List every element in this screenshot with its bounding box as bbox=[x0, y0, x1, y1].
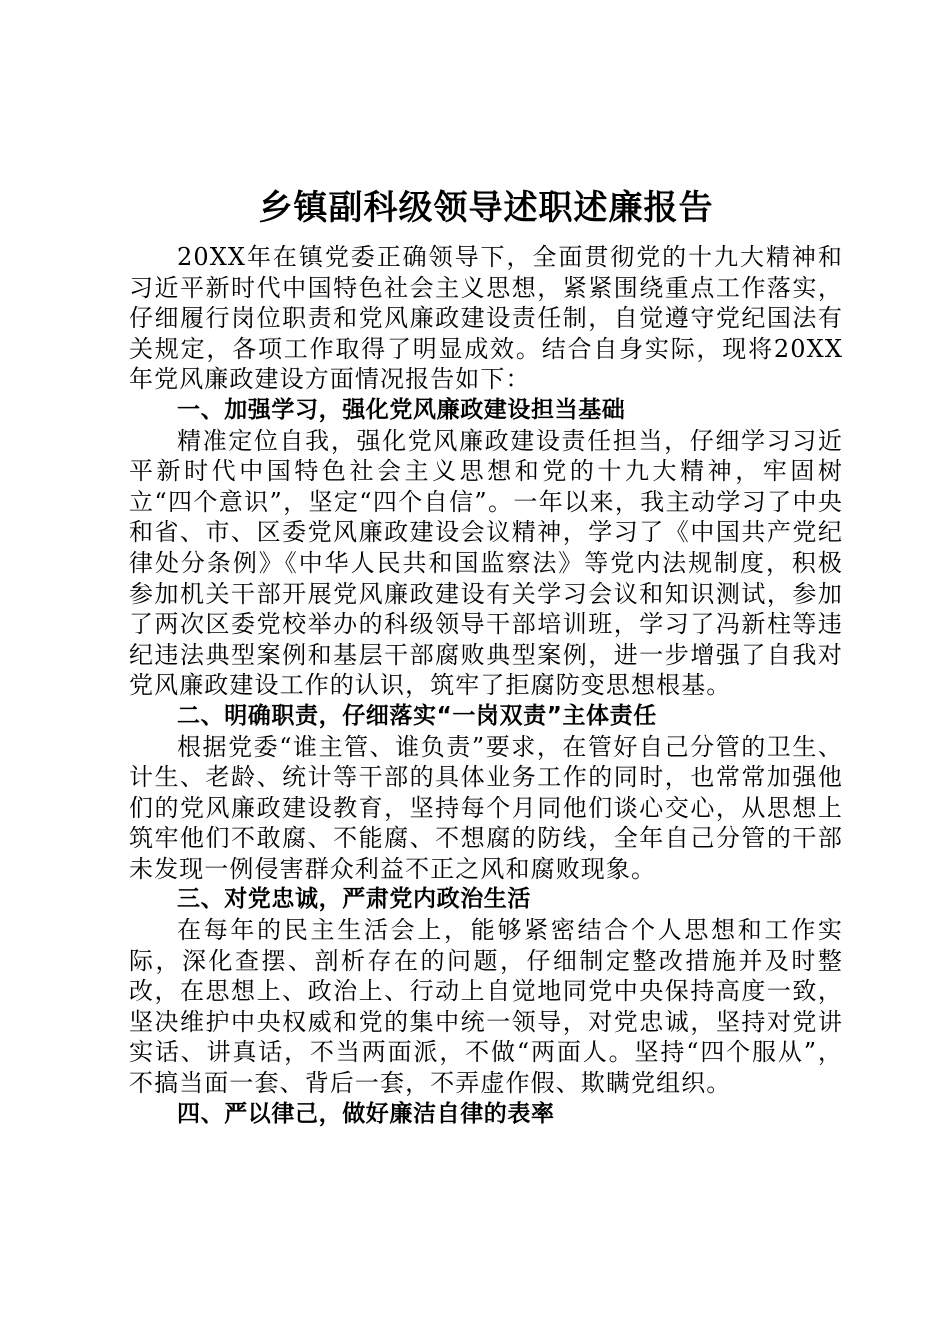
section-3-heading: 三、对党忠诚，严肃党内政治生活 bbox=[177, 886, 531, 913]
document-title: 乡镇副科级领导述职述廉报告 bbox=[258, 188, 714, 228]
section-2-body: 根据党委“谁主管、谁负责”要求，在管好自己分管的卫生、计生、老龄、统计等干部的具体业务工作的同时，也常常加强他们的党风廉政建设教育，坚持每个月同他们谈心交心，从思想上筑牢他们不敢腐、不能腐、不想腐的防线，全年自己分管的干部未发现一例侵害群众利益不正之风和腐败现象。 bbox=[129, 732, 843, 883]
section-1-heading: 一、加强学习，强化党风廉政建设担当基础 bbox=[177, 396, 626, 423]
document-page bbox=[129, 180, 843, 1129]
section-1-body: 精准定位自我，强化党风廉政建设责任担当，仔细学习习近平新时代中国特色社会主义思想和党的十九大精神，牢固树立“四个意识”，坚定“四个自信”。一年以来，我主动学习了中央和省、市、区委党风廉政建设会议精神，学习了《中国共产党纪律处分条例》《中华人民共和国监察法》等党内法规制度，积极参加机关干部开展党风廉政建设有关学习会议和知识测试，参加了两次区委党校举办的科级领导干部培训班，学习了冯新柱等违纪违法典型案例和基层干部腐败典型案例，进一步增强了自我对党风廉政建设工作的认识，筑牢了拒腐防变思想根基。 bbox=[129, 426, 843, 700]
section-3-body: 在每年的民主生活会上，能够紧密结合个人思想和工作实际，深化查摆、剖析存在的问题，仔细制定整改措施并及时整改，在思想上、政治上、行动上自觉地同党中央保持高度一致，坚决维护中央权威和党的集中统一领导，对党忠诚，坚持对党讲实话、讲真话，不当两面派，不做“两面人。坚持“四个服从”，不搞当面一套、背后一套，不弄虚作假、欺瞒党组织。 bbox=[129, 916, 843, 1098]
intro-paragraph: 20XX年在镇党委正确领导下，全面贯彻党的十九大精神和习近平新时代中国特色社会主义思想，紧紧围绕重点工作落实，仔细履行岗位职责和党风廉政建设责任制，自觉遵守党纪国法有关规定，各项工作取得了明显成效。结合自身实际，现将20XX年党风廉政建设方面情况报告如下： bbox=[129, 243, 843, 394]
section-4-heading: 四、严以律己，做好廉洁自律的表率 bbox=[177, 1100, 555, 1127]
section-2-heading: 二、明确职责，仔细落实“一岗双责”主体责任 bbox=[177, 702, 657, 729]
